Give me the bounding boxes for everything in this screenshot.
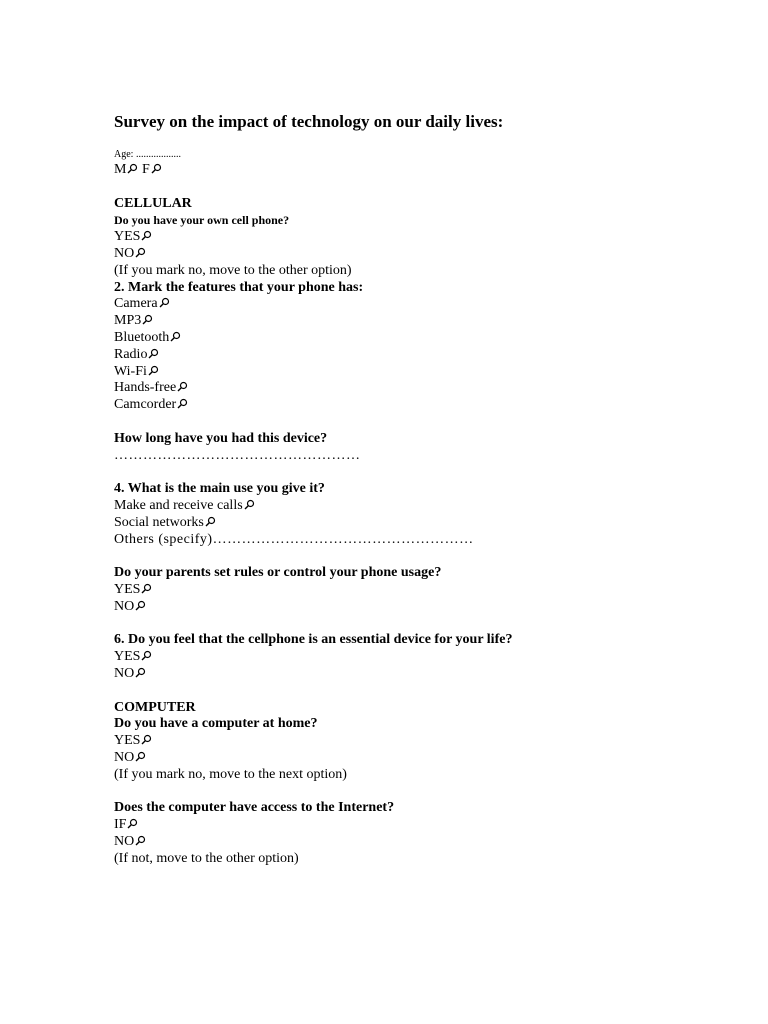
- spacer: [114, 179, 734, 196]
- spacer: [114, 783, 734, 800]
- section-heading-cellular: CELLULAR: [114, 195, 192, 211]
- magnifier-icon[interactable]: [135, 600, 146, 611]
- use-option: Social networks: [114, 515, 734, 532]
- question-internet-access: Does the computer have access to the Internet?: [114, 800, 395, 816]
- gender-f-label: F: [141, 162, 150, 177]
- magnifier-icon[interactable]: [151, 163, 162, 174]
- option-yes: YES: [114, 582, 734, 599]
- magnifier-icon[interactable]: [142, 314, 153, 325]
- note-move-other: (If you mark no, move to the other option): [114, 262, 352, 278]
- section-heading-computer: COMPUTER: [114, 699, 196, 715]
- option-no: NO: [114, 750, 734, 767]
- option-yes: YES: [114, 229, 734, 246]
- option-yes: YES: [114, 733, 734, 750]
- magnifier-icon[interactable]: [141, 734, 152, 745]
- question-features: 2. Mark the features that your phone has:: [114, 279, 364, 295]
- spacer: [114, 616, 734, 633]
- survey-title: Survey on the impact of technology on our daily lives:: [114, 112, 504, 131]
- magnifier-icon[interactable]: [135, 247, 146, 258]
- age-field[interactable]: Age: ..................: [114, 149, 181, 160]
- question-own-phone: Do you have your own cell phone?: [114, 213, 290, 228]
- feature-option: Wi-Fi: [114, 364, 734, 381]
- magnifier-icon[interactable]: [141, 230, 152, 241]
- feature-option: Camera: [114, 296, 734, 313]
- gender-row: [114, 162, 734, 179]
- option-no: NO: [114, 246, 734, 263]
- spacer: [114, 464, 734, 481]
- magnifier-icon[interactable]: [177, 398, 188, 409]
- survey-page: [114, 112, 734, 867]
- option-if: IF: [114, 817, 734, 834]
- magnifier-icon[interactable]: [177, 381, 188, 392]
- magnifier-icon[interactable]: [148, 365, 159, 376]
- gender-m-label: M: [114, 162, 127, 177]
- option-no: NO: [114, 666, 734, 683]
- option-no: NO: [114, 599, 734, 616]
- magnifier-icon[interactable]: [159, 297, 170, 308]
- spacer: [114, 683, 734, 700]
- note-move-next: (If you mark no, move to the next option): [114, 766, 347, 782]
- magnifier-icon[interactable]: [127, 163, 138, 174]
- magnifier-icon[interactable]: [205, 516, 216, 527]
- question-essential-device: 6. Do you feel that the cellphone is an essential device for your life?: [114, 632, 513, 648]
- magnifier-icon[interactable]: [244, 499, 255, 510]
- feature-option: MP3: [114, 313, 734, 330]
- magnifier-icon[interactable]: [141, 650, 152, 661]
- note-if-not: (If not, move to the other option): [114, 850, 299, 866]
- magnifier-icon[interactable]: [135, 835, 146, 846]
- magnifier-icon[interactable]: [135, 667, 146, 678]
- magnifier-icon[interactable]: [127, 818, 138, 829]
- magnifier-icon[interactable]: [148, 348, 159, 359]
- feature-option: Camcorder: [114, 397, 734, 414]
- magnifier-icon[interactable]: [135, 751, 146, 762]
- option-no: NO: [114, 834, 734, 851]
- answer-line-how-long[interactable]: ……………………………………………: [114, 447, 361, 463]
- question-main-use: 4. What is the main use you give it?: [114, 481, 325, 497]
- others-specify-field[interactable]: Others (specify)………………………………………………: [114, 531, 474, 547]
- feature-option: Bluetooth: [114, 330, 734, 347]
- spacer: [114, 548, 734, 565]
- question-how-long: How long have you had this device?: [114, 430, 328, 446]
- spacer: [114, 414, 734, 431]
- feature-option: Radio: [114, 347, 734, 364]
- magnifier-icon[interactable]: [141, 583, 152, 594]
- question-computer-home: Do you have a computer at home?: [114, 716, 318, 732]
- use-option: Make and receive calls: [114, 498, 734, 515]
- feature-option: Hands-free: [114, 380, 734, 397]
- question-parents-rules: Do your parents set rules or control your phone usage?: [114, 565, 442, 581]
- magnifier-icon[interactable]: [170, 331, 181, 342]
- option-yes: YES: [114, 649, 734, 666]
